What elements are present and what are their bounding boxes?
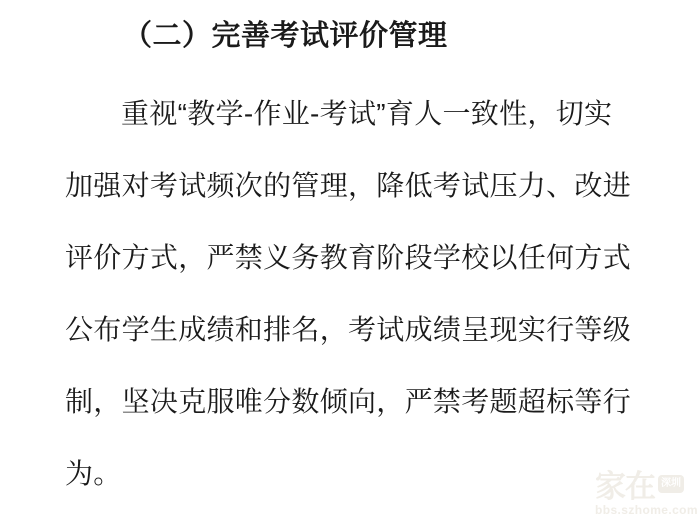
watermark-logo-text: 家在 [595, 469, 655, 504]
section-heading: （二）完善考试评价管理 [123, 20, 448, 52]
paragraph-line: 为。 [65, 458, 122, 489]
paragraph-line: 制，坚决克服唯分数倾向，严禁考题超标等行 [65, 386, 632, 417]
paragraph-line: 评价方式，严禁义务教育阶段学校以任何方式 [65, 242, 632, 273]
watermark [595, 470, 697, 517]
paragraph-line: 公布学生成绩和排名，考试成绩呈现实行等级 [65, 314, 632, 345]
watermark-site-url: bbs.szhome.com [595, 503, 698, 517]
body-paragraph [65, 78, 633, 510]
watermark-logo-row [595, 470, 697, 504]
paragraph-line: 重视“教学-作业-考试”育人一致性，切实 [121, 98, 613, 129]
watermark-city-badge: 深圳 [658, 475, 684, 493]
paragraph-line: 加强对考试频次的管理，降低考试压力、改进 [65, 170, 632, 201]
